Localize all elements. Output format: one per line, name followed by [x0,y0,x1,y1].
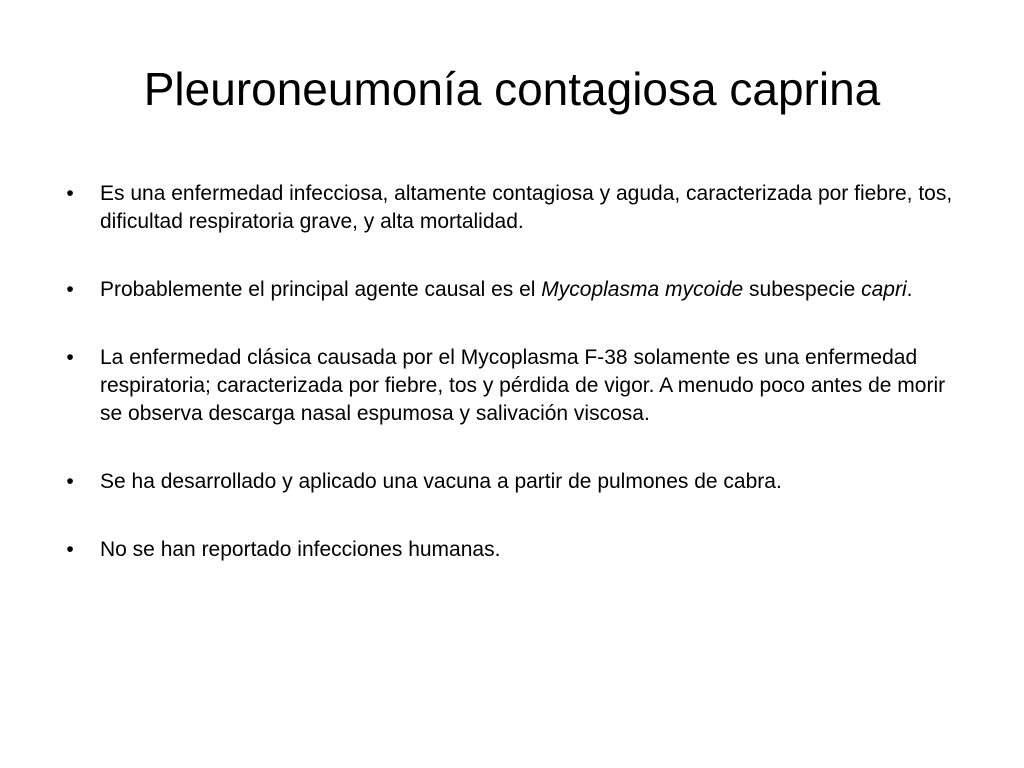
bullet-item [60,344,970,428]
subspecies-name: capri [861,278,907,301]
species-name: Mycoplasma mycoide [541,278,744,301]
bullet-marker: • [66,278,74,301]
bullet-item [60,180,970,236]
bullet-marker: • [66,470,74,493]
bullet-text [100,278,912,301]
bullet-text: La enfermedad clásica causada por el Mycoplasma F-38 solamente es una enfermedad respiratoria; caracterizada por fiebre, tos y pérdida de vigor. A menudo poco antes de morir se observa descarga nasal espumosa y salivación viscosa. [100,346,946,425]
bullet-item [60,468,970,496]
bullet-text-segment: . [906,278,913,301]
bullet-marker: • [66,182,74,205]
bullet-text-segment: Probablemente el principal agente causal es el [100,278,542,301]
bullet-text: Es una enfermedad infecciosa, altamente contagiosa y aguda, caracterizada por fiebre, tos, dificultad respiratoria grave, y alta mortalidad. [100,182,953,233]
bullet-list [60,180,970,604]
bullet-item [60,536,970,564]
bullet-marker: • [66,538,74,561]
slide-title: Pleuroneumonía contagiosa caprina [143,63,881,115]
bullet-text: No se han reportado infecciones humanas. [100,538,501,561]
bullet-marker: • [66,346,74,369]
bullet-item [60,276,970,304]
bullet-text: Se ha desarrollado y aplicado una vacuna a partir de pulmones de cabra. [100,470,782,493]
bullet-text-segment: subespecie [743,278,862,301]
